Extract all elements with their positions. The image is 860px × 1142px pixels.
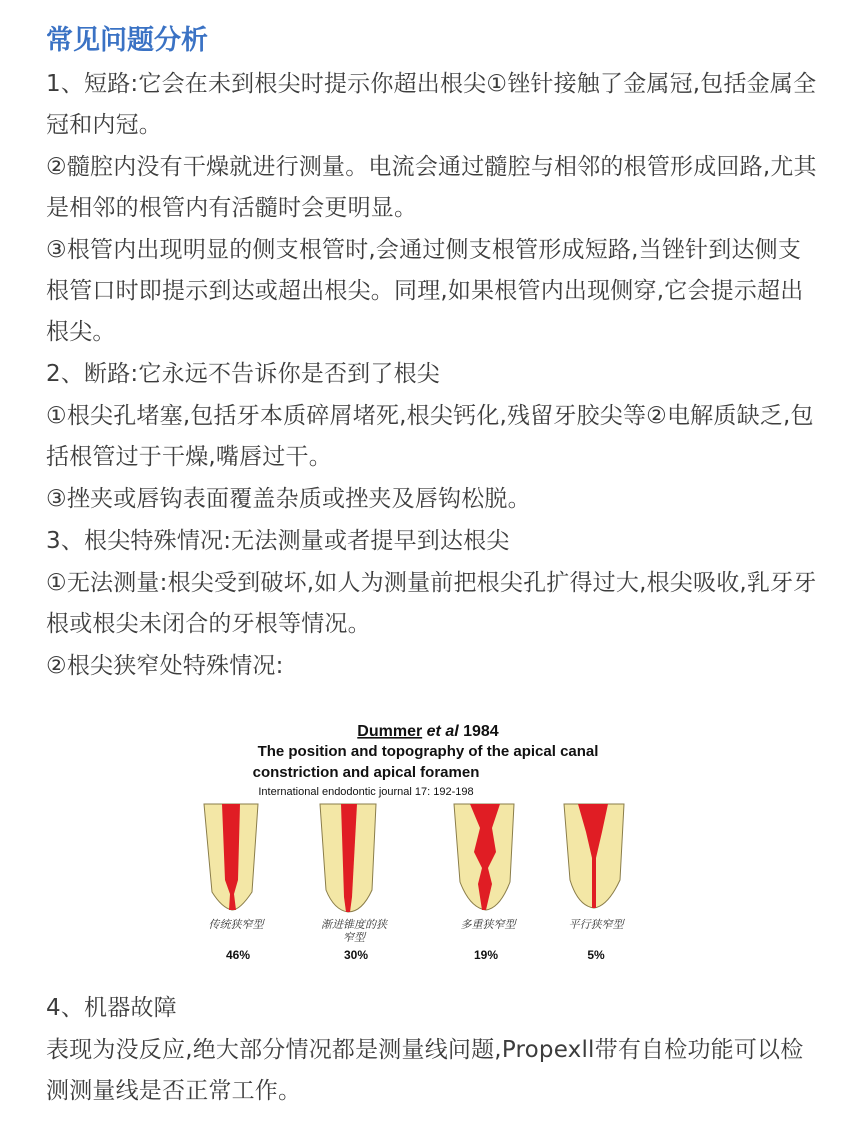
paragraph-open-circuit: 2、断路:它永远不告诉你是否到了根尖 (46, 361, 440, 387)
figure-year: 1984 (463, 723, 499, 740)
paragraph-cable-check: 表现为没反应,绝大部分情况都是测量线问题,Propexll带有自检功能可以检测测量线是否正常工作。 (46, 1037, 804, 1104)
tooth-diagram-parallel (564, 804, 624, 908)
paragraph-clamp: ③挫夹或唇钩表面覆盖杂质或挫夹及唇钩松脱。 (46, 486, 531, 512)
paragraph-short-circuit: 1、短路:它会在未到根尖时提示你超出根尖①锉针接触了金属冠,包括金属全冠和内冠。 (46, 71, 817, 138)
paragraph-apex-special: 3、根尖特殊情况:无法测量或者提早到达根尖 (46, 528, 510, 554)
type-label-4: 平行狭窄型 (568, 918, 624, 931)
type-percent-1: 46% (225, 948, 251, 962)
figure-etal: et al (426, 723, 459, 740)
figure-author: Dummer (357, 723, 423, 740)
section-title: 常见问题分析 (46, 25, 208, 56)
type-label-3: 多重狭窄型 (460, 918, 516, 931)
tooth-diagram-traditional (204, 804, 258, 910)
type-label-1: 传统狭窄型 (208, 918, 264, 931)
figure-title-line2: constriction and apical foramen (252, 764, 480, 781)
tooth-diagram-tapering (320, 804, 376, 912)
type-percent-2: 30% (343, 948, 369, 962)
type-label-2b: 窄型 (343, 931, 365, 944)
paragraph-machine-fault: 4、机器故障 (46, 995, 177, 1021)
figure-journal: International endodontic journal 17: 192-198 (258, 786, 474, 798)
paragraph-pulp-chamber: ②髓腔内没有干燥就进行测量。电流会通过髓腔与相邻的根管形成回路,尤其是相邻的根管内有活髓时会更明显。 (46, 154, 817, 221)
svg-text:Dummer et al (357, 723, 499, 740)
figure-title-line1: The position and topography of the apical canal (257, 743, 599, 760)
type-percent-3: 19% (473, 948, 499, 962)
type-percent-4: 5% (587, 948, 605, 962)
paragraph-constriction: ②根尖狭窄处特殊情况: (46, 653, 284, 679)
apical-constriction-figure (196, 712, 660, 972)
paragraph-apex-blocked: ①根尖孔堵塞,包括牙本质碎屑堵死,根尖钙化,残留牙胶尖等②电解质缺乏,包括根管过于干燥,嘴唇过干。 (46, 403, 814, 470)
paragraph-unmeasurable: ①无法测量:根尖受到破坏,如人为测量前把根尖孔扩得过大,根尖吸收,乳牙牙根或根尖未闭合的牙根等情况。 (46, 570, 817, 637)
type-label-2: 渐进锥度的狭 (321, 918, 387, 931)
tooth-diagram-multiple (454, 804, 514, 910)
paragraph-lateral-canal: ③根管内出现明显的侧支根管时,会通过侧支根管形成短路,当锉针到达侧支根管口时即提示到达或超出根尖。同理,如果根管内出现侧穿,它会提示超出根尖。 (46, 237, 804, 345)
